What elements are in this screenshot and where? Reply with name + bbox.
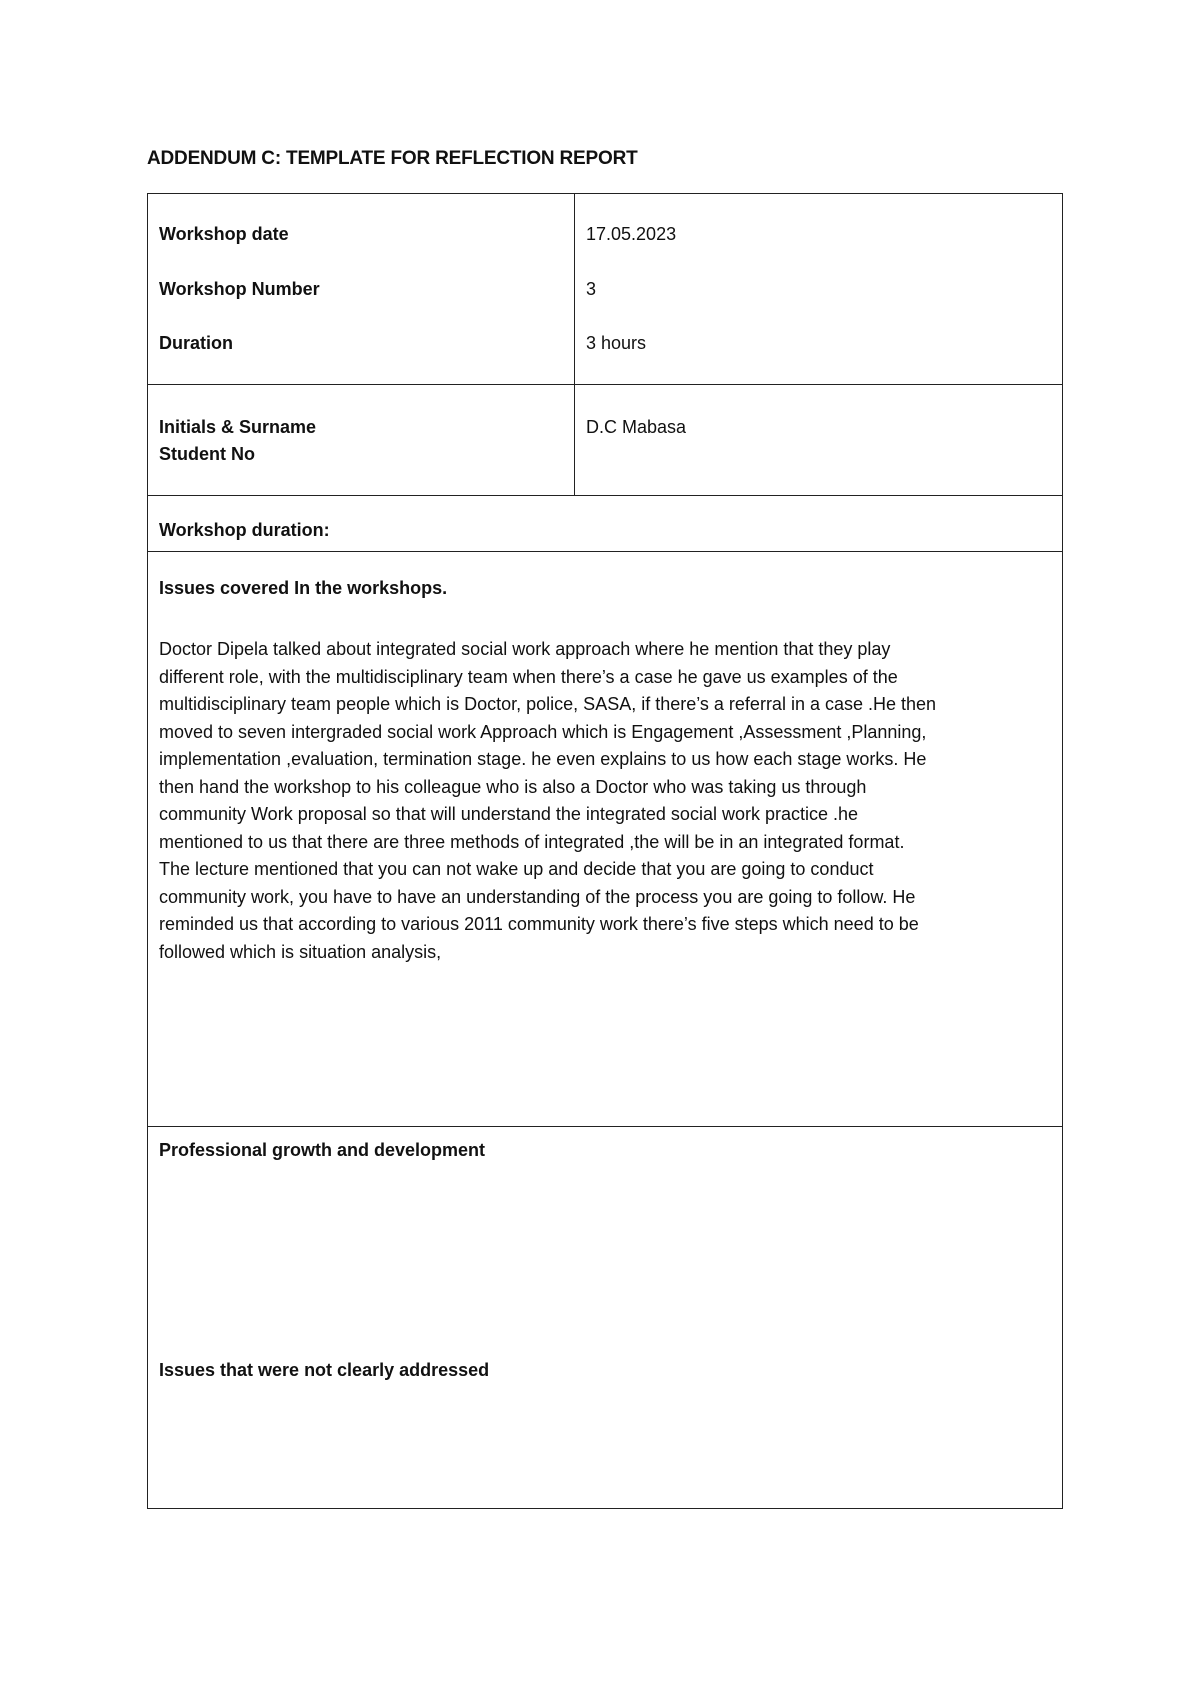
workshop-date-value: 17.05.2023 [586, 224, 677, 244]
column-divider [574, 194, 575, 495]
body-line: community Work proposal so that will understand the integrated social work practice .he [159, 804, 859, 824]
student-no-label: Student No [159, 444, 255, 464]
initials-surname-label: Initials & Surname [159, 417, 317, 437]
row-divider [148, 495, 1062, 496]
body-line: implementation ,evaluation, termination stage. he even explains to us how each stage works. He [159, 749, 927, 769]
workshop-date-label: Workshop date [159, 224, 289, 244]
body-line: then hand the workshop to his colleague who is also a Doctor who was taking us through [159, 776, 867, 797]
workshop-duration-label: Workshop duration: [159, 520, 330, 540]
body-line: Doctor Dipela talked about integrated social work approach where he mention that they play [159, 639, 891, 659]
body-line: reminded us that according to various 2011 community work there’s five steps which need to be [159, 914, 919, 934]
reflection-report-table [147, 193, 1063, 1509]
body-line: followed which is situation analysis, [159, 941, 442, 962]
body-line: multidisciplinary team people which is Doctor, police, SASA, if there’s a referral in a case .He then [159, 694, 937, 714]
body-line: The lecture mentioned that you can not wake up and decide that you are going to conduct [159, 859, 874, 879]
issues-not-addressed-heading: Issues that were not clearly addressed [159, 1360, 490, 1380]
issues-covered-body [159, 636, 1059, 966]
duration-value: 3 hours [586, 333, 647, 353]
workshop-number-value: 3 [586, 279, 597, 299]
professional-growth-heading: Professional growth and development [159, 1140, 486, 1160]
issues-covered-heading: Issues covered In the workshops. [159, 578, 448, 598]
document-title: ADDENDUM C: TEMPLATE FOR REFLECTION REPORT [147, 148, 638, 169]
row-divider [148, 384, 1062, 385]
student-name-value: D.C Mabasa [586, 417, 687, 437]
row-divider [148, 551, 1062, 552]
workshop-number-label: Workshop Number [159, 279, 320, 299]
row-divider [148, 1126, 1062, 1127]
body-line: community work, you have to have an understanding of the process you are going to follow. He [159, 886, 916, 907]
body-line: different role, with the multidisciplinary team when there’s a case he gave us examples of the [159, 666, 898, 687]
body-line: moved to seven intergraded social work Approach which is Engagement ,Assessment ,Planning, [159, 721, 927, 742]
body-line: mentioned to us that there are three methods of integrated ,the will be in an integrated format. [159, 831, 905, 852]
duration-label: Duration [159, 333, 233, 353]
